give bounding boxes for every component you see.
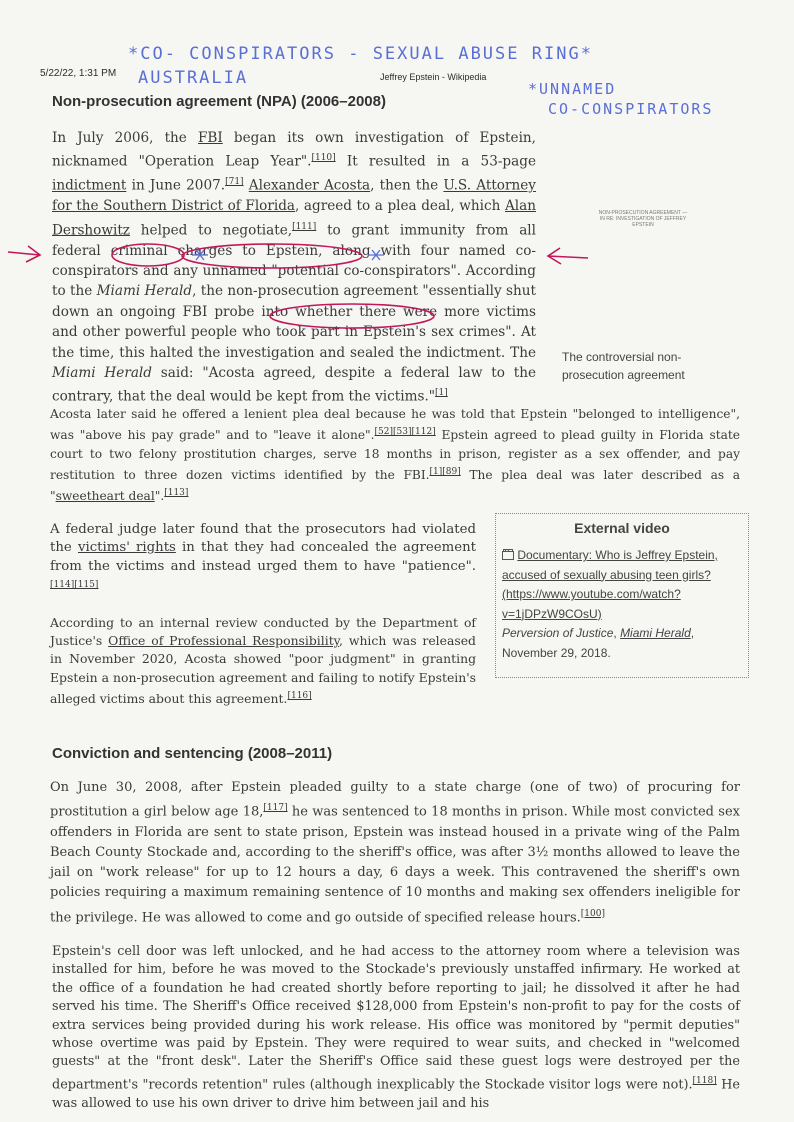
- external-video-box: [495, 513, 749, 678]
- text: , the non-prosecution agreement "essentially shut down an ongoing FBI probe into whether there were more victims and other powerful people who took part in Epstein's sex crimes". At the time, this halted the investigation and sealed the indictment. The: [52, 283, 536, 361]
- text: A federal judge later found that the prosecutors had violated the: [50, 522, 476, 556]
- film-icon: [502, 548, 517, 562]
- image-caption: The controversial non-prosecution agreement: [562, 350, 685, 382]
- text: It resulted in a 53-page: [335, 153, 536, 170]
- citation-link[interactable]: [113]: [164, 488, 189, 499]
- section-heading-conviction: Conviction and sentencing (2008–2011): [52, 745, 333, 762]
- text: He was allowed to use his own driver to drive him between jail and his: [52, 1077, 740, 1111]
- citation-link[interactable]: [1]: [435, 388, 448, 399]
- text: helped to negotiate,: [129, 222, 293, 239]
- paragraph-npa-4: [50, 614, 476, 708]
- handwritten-note-top: *CO- CONSPIRATORS - SEXUAL ABUSE RING*: [128, 44, 593, 64]
- text: Epstein's cell door was left unlocked, and he had access to the attorney room where a television was installed for him, before he was moved to the Stockade's previously unstaffed infirmary. He worked at the office of a foundation he had created shortly before reporting to jail; he dissolved it after he had served his time. The Sheriff's Office received $128,000 from Epstein's non-profit to pay for the costs of extra services being provided during his work release. His office was monitored by "permit deputies" whose overtime was paid by Epstein. They were required to wear suits, and checked in "welcomed guests" at the "front desk". Later the Sheriff's Office said these guest logs were destroyed per the department's "records retention" rules (although inexplicably the Stockade visitor logs were not).: [52, 944, 740, 1093]
- external-video-title: External video: [574, 520, 670, 536]
- text: In July 2006, the: [52, 130, 198, 146]
- link-sweetheart-deal[interactable]: sweetheart deal: [55, 489, 155, 504]
- citation-link[interactable]: [116]: [287, 690, 312, 701]
- link-opr[interactable]: Office of Professional Responsibility: [108, 633, 340, 649]
- paragraph-npa-1: [52, 128, 536, 407]
- link-fbi[interactable]: FBI: [197, 130, 223, 146]
- citation-link[interactable]: [118]: [692, 1075, 717, 1086]
- text: The plea deal was later described as a ": [50, 468, 741, 504]
- print-page-title: Jeffrey Epstein - Wikipedia: [380, 72, 487, 82]
- text: According to an internal review conducted by the Department of Justice's: [50, 615, 476, 649]
- paragraph-npa-3: [50, 521, 476, 599]
- publication-name: Miami Herald: [96, 283, 193, 300]
- npa-document-thumbnail[interactable]: NON-PROSECUTION AGREEMENT — IN RE: INVESTIGATION OF JEFFREY EPSTEIN: [598, 210, 688, 228]
- citation-link[interactable]: [100]: [580, 908, 605, 919]
- text: said: "Acosta agreed, despite a federal law to the contrary, that the deal would be kept from the victims.": [52, 365, 536, 405]
- paragraph-conviction-2: [52, 943, 740, 1113]
- text: On June 30, 2008, after Epstein pleaded guilty to a state charge (one of two) of procuring for prostitution a girl below age 18,: [50, 780, 740, 820]
- citation-link[interactable]: [52][53][112]: [374, 427, 436, 438]
- citation-link[interactable]: [1][89]: [429, 466, 461, 477]
- paragraph-npa-2: [50, 405, 740, 506]
- right-arrow-mark: [548, 248, 588, 264]
- text: , then the: [370, 177, 444, 194]
- text: ,: [613, 626, 621, 640]
- text: began its own investigation of Epstein, nicknamed "Operation Leap Year".: [52, 130, 536, 170]
- text: in June 2007.: [126, 177, 226, 194]
- text: in that they had concealed the agreement from the victims and instead urged them to have "patience".: [50, 540, 476, 574]
- citation-link[interactable]: [117]: [263, 803, 288, 814]
- external-video-body: [502, 546, 742, 663]
- text: , which was released in November 2020, Acosta showed "poor judgment" in granting Epstein a non-prosecution agreement and failing to notify Epstein's alleged victims about this agreement.: [50, 633, 476, 706]
- link-alexander-acosta[interactable]: Alexander Acosta: [248, 177, 371, 194]
- handwritten-note-australia: AUSTRALIA: [138, 68, 249, 88]
- video-source-title: Perversion of Justice: [502, 626, 614, 640]
- text: Epstein agreed to plead guilty in Florida state court to two felony prostitution charges, serve 18 months in prison, register as a sex offender, and pay restitution to three dozen victims identified by the FBI.: [50, 428, 740, 483]
- handwritten-note-coconspirators: CO-CONSPIRATORS: [548, 100, 714, 118]
- link-miami-herald[interactable]: Miami Herald: [620, 626, 691, 640]
- link-indictment[interactable]: indictment: [52, 177, 127, 194]
- citation-link[interactable]: [114][115]: [50, 580, 99, 591]
- citation-link[interactable]: [110]: [311, 153, 336, 164]
- text: to grant immunity from all federal criminal charges to Epstein, along with four named co-conspirators and any unnamed "potential co-conspirators". According to the: [52, 222, 536, 300]
- publication-name: Miami Herald: [52, 365, 152, 382]
- citation-link[interactable]: [111]: [292, 221, 317, 232]
- link-alan-dershowitz[interactable]: Alan Dershowitz: [52, 198, 536, 239]
- link-us-attorney[interactable]: U.S. Attorney for the Southern District of Florida: [52, 177, 536, 215]
- left-arrow-mark: [8, 246, 40, 262]
- citation-link[interactable]: [71]: [225, 177, 244, 188]
- section-heading-npa: Non-prosecution agreement (NPA) (2006–2008): [52, 93, 386, 110]
- print-date: 5/22/22, 1:31 PM: [40, 68, 117, 79]
- link-victims-rights[interactable]: victims' rights: [77, 540, 176, 556]
- paragraph-conviction-1: [50, 778, 740, 928]
- video-source-date: , November 29, 2018.: [502, 626, 695, 660]
- text: he was sentenced to 18 months in prison. While most convicted sex offenders in Florida are sent to state prison, Epstein was instead housed in a private wing of the Palm Beach County Stockade and, according to the sheriff's office, was after 3½ months allowed to leave the jail on "work release" for up to 12 hours a day, 6 days a week. This contravened the sheriff's own policies requiring a maximum remaining sentence of 10 months and making sex offenders ineligible for the privilege. He was allowed to come and go outside of specified release hours.: [50, 804, 740, 925]
- handwritten-note-unnamed: *UNNAMED: [528, 80, 617, 98]
- text: , agreed to a plea deal, which: [295, 198, 505, 215]
- text: Acosta later said he offered a lenient plea deal because he was told that Epstein "belonged to intelligence", was "above his pay grade" and to "leave it alone".: [50, 407, 740, 443]
- text: ".: [154, 489, 165, 504]
- link-documentary-video[interactable]: Documentary: Who is Jeffrey Epstein, accused of sexually abusing teen girls? (https://www.youtube.com/watch?v=1jDPzW9COsU): [502, 548, 718, 621]
